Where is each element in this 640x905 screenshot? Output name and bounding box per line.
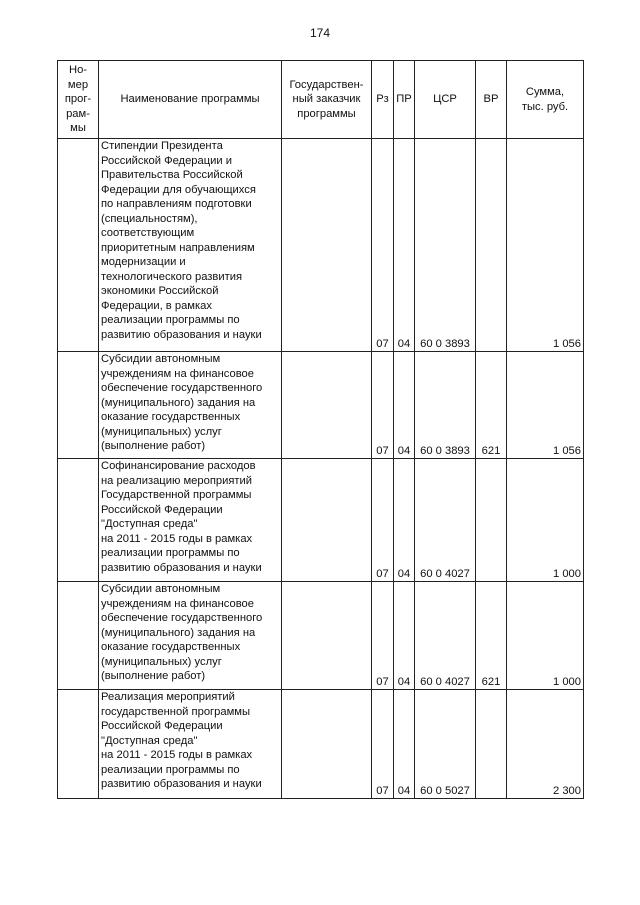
row-pr-cell: 04 bbox=[394, 459, 415, 582]
table-row bbox=[58, 582, 584, 690]
row-csr-cell: 60 0 3893 bbox=[415, 139, 476, 352]
row-name-cell: Реализация мероприятий государственной программы Российской Федерации "Доступная среда" на 2011 - 2015 годы в рамках реализации программы по развитию образования и науки bbox=[99, 690, 282, 799]
table-body bbox=[58, 139, 584, 799]
row-sum-cell: 1 056 bbox=[507, 139, 584, 352]
row-rz-cell: 07 bbox=[372, 690, 394, 799]
row-csr-cell: 60 0 4027 bbox=[415, 582, 476, 690]
row-rz-cell: 07 bbox=[372, 582, 394, 690]
table-header-row bbox=[58, 61, 584, 139]
row-customer-cell bbox=[282, 582, 372, 690]
row-pr-cell: 04 bbox=[394, 352, 415, 459]
row-customer-cell bbox=[282, 459, 372, 582]
row-vr-cell: 621 bbox=[476, 582, 507, 690]
row-customer-cell bbox=[282, 352, 372, 459]
table-row bbox=[58, 139, 584, 352]
row-number-cell bbox=[58, 352, 99, 459]
table-row bbox=[58, 459, 584, 582]
row-number-cell bbox=[58, 139, 99, 352]
row-csr-cell: 60 0 4027 bbox=[415, 459, 476, 582]
row-number-cell bbox=[58, 459, 99, 582]
row-vr-cell: 621 bbox=[476, 352, 507, 459]
row-rz-cell: 07 bbox=[372, 352, 394, 459]
row-pr-cell: 04 bbox=[394, 139, 415, 352]
budget-table bbox=[57, 60, 584, 799]
row-number-cell bbox=[58, 690, 99, 799]
header-customer: Государствен- ный заказчик программы bbox=[282, 61, 372, 139]
row-rz-cell: 07 bbox=[372, 139, 394, 352]
header-rz: Рз bbox=[372, 61, 394, 139]
row-name-cell: Софинансирование расходов на реализацию мероприятий Государственной программы Российской Федерации "Доступная среда" на 2011 - 2015 годы в рамках реализации программы по развитию образования и науки bbox=[99, 459, 282, 582]
header-sum: Сумма, тыс. руб. bbox=[507, 61, 584, 139]
header-vr: ВР bbox=[476, 61, 507, 139]
row-name-cell: Субсидии автономным учреждениям на финансовое обеспечение государственного (муниципального) задания на оказание государственных (муниципальных) услуг (выполнение работ) bbox=[99, 582, 282, 690]
row-name-cell: Субсидии автономным учреждениям на финансовое обеспечение государственного (муниципального) задания на оказание государственных (муниципальных) услуг (выполнение работ) bbox=[99, 352, 282, 459]
table-row bbox=[58, 352, 584, 459]
row-csr-cell: 60 0 5027 bbox=[415, 690, 476, 799]
row-name-cell: Стипендии Президента Российской Федерации и Правительства Российской Федерации для обучающихся по направлениям подготовки (специальностям), соответствующим приоритетным направлениям модернизации и технологического развития экономики Российской Федерации, в рамках реализации программы по развитию образования и науки bbox=[99, 139, 282, 352]
table-row bbox=[58, 690, 584, 799]
row-vr-cell bbox=[476, 139, 507, 352]
header-program-name: Наименование программы bbox=[99, 61, 282, 139]
row-customer-cell bbox=[282, 690, 372, 799]
row-sum-cell: 2 300 bbox=[507, 690, 584, 799]
row-sum-cell: 1 056 bbox=[507, 352, 584, 459]
page-number: 174 bbox=[309, 26, 331, 40]
row-vr-cell bbox=[476, 690, 507, 799]
row-sum-cell: 1 000 bbox=[507, 582, 584, 690]
row-vr-cell bbox=[476, 459, 507, 582]
row-csr-cell: 60 0 3893 bbox=[415, 352, 476, 459]
header-pr: ПР bbox=[394, 61, 415, 139]
row-rz-cell: 07 bbox=[372, 459, 394, 582]
row-sum-cell: 1 000 bbox=[507, 459, 584, 582]
header-program-number: Но- мер прог- рам- мы bbox=[58, 61, 99, 139]
header-csr: ЦСР bbox=[415, 61, 476, 139]
row-pr-cell: 04 bbox=[394, 582, 415, 690]
row-customer-cell bbox=[282, 139, 372, 352]
row-number-cell bbox=[58, 582, 99, 690]
row-pr-cell: 04 bbox=[394, 690, 415, 799]
